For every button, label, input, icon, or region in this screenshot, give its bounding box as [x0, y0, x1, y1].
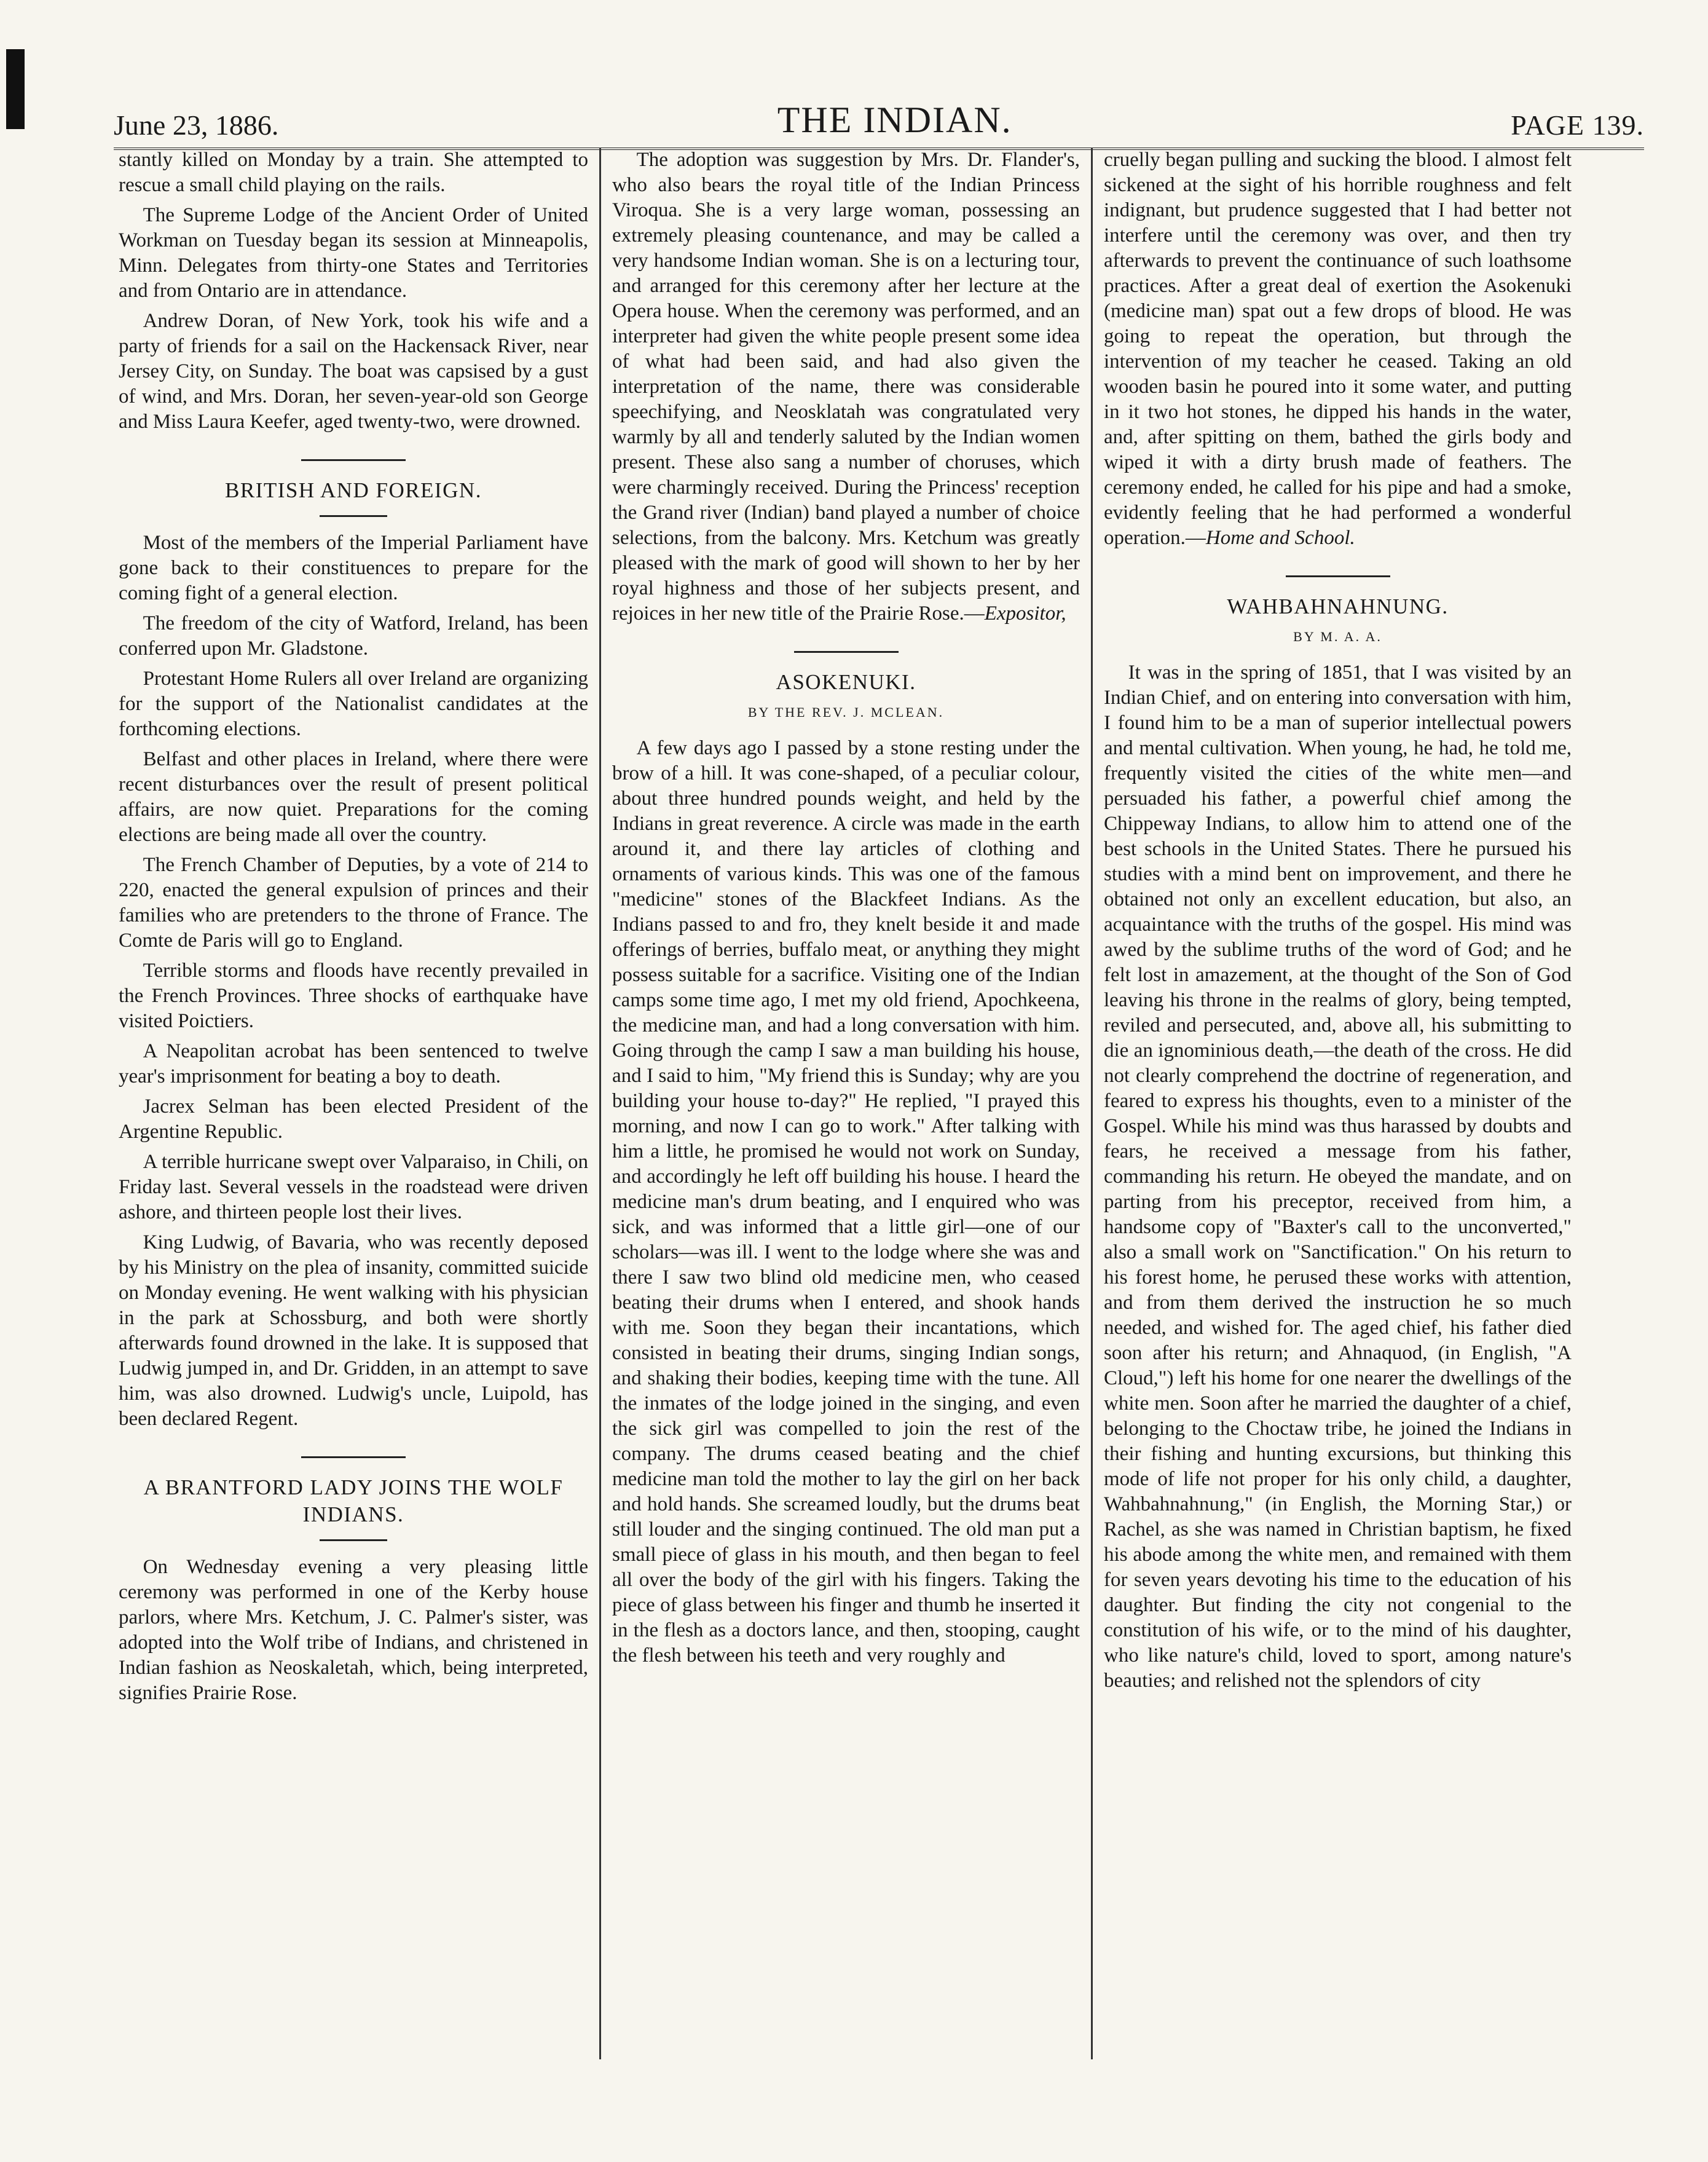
column-3 — [1091, 148, 1583, 2059]
paragraph: On Wednesday evening a very pleasing little ceremony was performed in one of the Kerby house parlors, where Mrs. Ketchum, J. C. Palmer's sister, was adopted into the Wolf tribe of Indians, and christened in Indian fashion as Neoskaletah, which, being interpreted, signifies Prairie Rose. — [119, 1556, 588, 1704]
heading-rule — [320, 515, 387, 517]
columns — [108, 148, 1644, 2059]
article-heading-asokenuki: ASOKENUKI. — [776, 670, 916, 694]
paragraph: Belfast and other places in Ireland, where there were recent disturbances over the result of present political affairs, are now quiet. Preparations for the coming elections are being made all over the country. — [119, 748, 588, 846]
page-edge-mark — [6, 49, 25, 129]
paragraph: Terrible storms and floods have recently prevailed in the French Provinces. Three shocks of earthquake have visited Poictiers. — [119, 960, 588, 1032]
paragraph: The Supreme Lodge of the Ancient Order of United Workman on Tuesday began its session at Minneapolis, Minn. Delegates from thirty-one States and Territories and from Ontario are in attendance. — [119, 204, 588, 302]
paragraph: The freedom of the city of Watford, Ireland, has been conferred upon Mr. Gladstone. — [119, 612, 588, 660]
section-heading-british: BRITISH AND FOREIGN. — [225, 478, 482, 502]
column-1 — [108, 148, 599, 2059]
column-2 — [599, 148, 1091, 2059]
issue-date: June 23, 1886. — [114, 109, 279, 141]
source-credit: Expositor, — [984, 602, 1066, 625]
paragraph — [612, 148, 1080, 626]
paragraph: Andrew Doran, of New York, took his wife and a party of friends for a sail on the Hackensack River, near Jersey City, on Sunday. The boat was capsised by a gust of wind, and Mrs. Doran, her seven-year-old son George and Miss Laura Keefer, aged twenty-two, were drowned. — [119, 310, 588, 433]
section-divider — [794, 651, 899, 653]
newspaper-title: THE INDIAN. — [777, 100, 1012, 140]
section-divider — [1286, 575, 1390, 577]
paragraph: The French Chamber of Deputies, by a vote of 214 to 220, enacted the general expulsion of princes and their families who are pretenders to the throne of France. The Comte de Paris will go to England. — [119, 854, 588, 952]
paragraph-text: cruelly began pulling and sucking the blood. I almost felt sickened at the sight of his horrible roughness and felt indignant, but prudence suggested that I had better not interfere until the ceremony was over, and then try afterwards to prevent the continuance of such loathsome practices. After a great deal of exertion the Asokenuki (medicine man) spat out a few drops of blood. He was going to repeat the operation, but through the intervention of my teacher he ceased. Taking an old wooden basin he poured into it some water, and putting in it two hot stones, he dipped his hands in the water, and, after spitting on them, bathed the girls body and wiped it with a dirty brush made of feathers. The ceremony ended, he called for his pipe and had a smoke, evidently feeling that he had performed a wonderful operation.— — [1104, 149, 1572, 549]
byline: BY M. A. A. — [1293, 629, 1382, 644]
paragraph: A Neapolitan acrobat has been sentenced to twelve year's imprisonment for beating a boy to death. — [119, 1040, 588, 1087]
heading-rule — [320, 1539, 387, 1541]
paragraph — [1104, 148, 1572, 551]
paragraph: Protestant Home Rulers all over Ireland are organizing for the support of the Nationalist candidates at the forthcoming elections. — [119, 668, 588, 740]
paragraph: stantly killed on Monday by a train. She attempted to rescue a small child playing on the rails. — [119, 149, 588, 196]
paragraph: It was in the spring of 1851, that I was visited by an Indian Chief, and on entering into conversation with him, I found him to be a man of superior intellectual powers and mental cultivation. When young, he had, he told me, frequently visited the cities of the white men—and persuaded his father, a powerful chief among the Chippeway Indians, to allow him to attend one of the best schools in the United States. There he pursued his studies with a mind bent on improvement, and there he obtained not only an excellent education, but also, an acquaintance with the truths of the gospel. His mind was awed by the sublime truths of the word of God; and he felt lost in amazement, at the thought of the Son of God leaving his throne in the realms of glory, being tempted, reviled and persecuted, and, above all, his submitting to die an ignominious death,—the death of the cross. He did not clearly comprehend the doctrine of regeneration, and feared to express his thoughts, even to a minister of the Gospel. While his mind was thus harassed by doubts and fears, he received a message from his father, commanding his return. He obeyed the mandate, and on parting from his preceptor, received from him, a handsome copy of "Baxter's call to the unconverted," also a small work on "Sanctification." On his return to his forest home, he perused these works with attention, and from them derived the instruction he so much needed, and wished for. The aged chief, his father died soon after his return; and Ahnaquod, (in English, "A Cloud,") left his home for one nearer the dwellings of the white men. Soon after he married the daughter of a chief, belonging to the Choctaw tribe, he joined the Indians in their fishing and hunting excursions, but thinking this mode of life not proper for his only child, a daughter, Wahbahnahnung," (in English, the Morning Star,) or Rachel, as she was named in Christian baptism, he fixed his abode among the white men, and remained with them for seven years devoting his time to the education of his daughter. But finding the city not congenial to the constitution of his wife, or to the mind of his daughter, who like nature's child, loved to sport, among nature's beauties; and relished not the splendors of city — [1104, 661, 1572, 1692]
byline: BY THE REV. J. MCLEAN. — [747, 704, 945, 720]
article-heading-brantford: A BRANTFORD LADY JOINS THE WOLF INDIANS. — [143, 1475, 564, 1526]
source-credit: Home and School. — [1205, 527, 1355, 549]
section-divider — [301, 459, 406, 461]
article-heading-wahbahnahnung: WAHBAHNAHNUNG. — [1227, 594, 1449, 618]
page-number: PAGE 139. — [1511, 109, 1644, 141]
paragraph: A terrible hurricane swept over Valparaiso, in Chili, on Friday last. Several vessels in the roadstead were driven ashore, and thirteen people lost their lives. — [119, 1151, 588, 1223]
paragraph: A few days ago I passed by a stone resting under the brow of a hill. It was cone-shaped, of a peculiar colour, about three hundred pounds weight, and held by the Indians in great reverence. A circle was made in the earth around it, and there lay articles of clothing and ornaments of various kinds. This was one of the famous "medicine" stones of the Blackfeet Indians. As the Indians passed to and fro, they knelt beside it and made offerings of berries, buffalo meat, or anything they might possess suitable for a sacrifice. Visiting one of the Indian camps some time ago, I met my old friend, Apochkeena, the medicine man, and had a long conversation with him. Going through the camp I saw a man building his house, and I said to him, "My friend this is Sunday; why are you building your house to-day?" He replied, "I prayed this morning, and now I can go to work." After talking with him a little, he promised he would not work on Sunday, and accordingly he left off building his house. I heard the medicine man's drum beating, and I enquired who was sick, and was informed that a little girl—one of our scholars—was ill. I went to the lodge where she was and there I saw two blind old medicine men, who ceased beating their drums when I entered, and shook hands with me. Soon they began their incantations, which consisted in beating their drums, singing Indian songs, and shaking their bodies, keeping time with the tune. All the inmates of the lodge joined in the singing, and even the sick girl was compelled to join the rest of the company. The drums ceased beating and the chief medicine man told the mother to lay the girl on her back and hold hands. She screamed loudly, but the drums beat still louder and the singing continued. The old man put a small piece of glass in his mouth, and then began to feel all over the body of the girl with his fingers. Taking the piece of glass between his finger and thumb he inserted it in the flesh as a doctors lance, and then, stooping, caught the flesh between his teeth and very roughly and — [612, 737, 1080, 1667]
paragraph: Most of the members of the Imperial Parliament have gone back to their constituences to prepare for the coming fight of a general election. — [119, 532, 588, 604]
paragraph: Jacrex Selman has been elected President of the Argentine Republic. — [119, 1095, 588, 1143]
section-divider — [301, 1456, 406, 1458]
paragraph: King Ludwig, of Bavaria, who was recently deposed by his Ministry on the plea of insanity, committed suicide on Monday evening. He went walking with his physician in the park at Schossburg, and both were shortly afterwards found drowned in the lake. It is supposed that Ludwig jumped in, and Dr. Gridden, in an attempt to save him, was also drowned. Ludwig's uncle, Luipold, has been declared Regent. — [119, 1231, 588, 1430]
page-header — [114, 74, 1644, 150]
paragraph-text: The adoption was suggestion by Mrs. Dr. Flander's, who also bears the royal title of the Indian Princess Viroqua. She is a very large woman, possessing an extremely pleasing countenance, and may be called a very handsome Indian woman. She is on a lecturing tour, and arranged for this ceremony after her lecture at the Opera house. When the ceremony was performed, and an interpreter had given the white people present some idea of what had been said, and had also given the interpretation of the name, there was considerable speechifying, and Neosklatah was congratulated very warmly by all and tenderly saluted by the Indian women present. These also sang a number of choruses, which were charmingly received. During the Princess' reception the Grand river (Indian) band played a number of choice selections, from the balcony. Mrs. Ketchum was greatly pleased with the mark of good will shown to her by her royal highness and those of her subjects present, and rejoices in her new title of the Prairie Rose.— — [612, 149, 1080, 625]
